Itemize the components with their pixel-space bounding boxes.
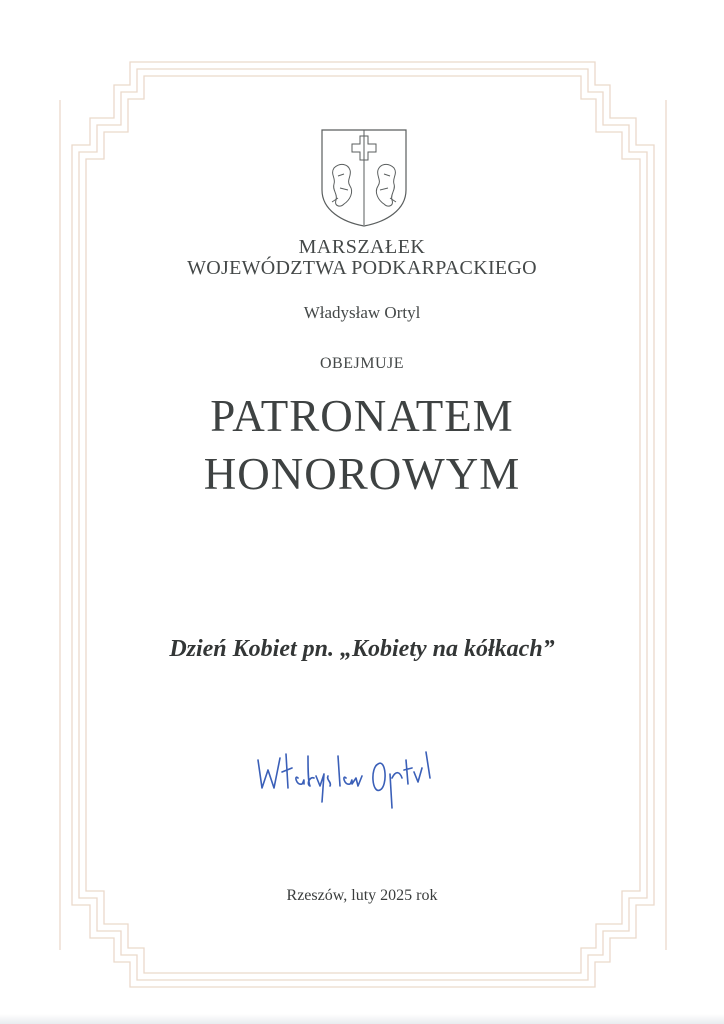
handwritten-signature [250,738,460,818]
person-name: Władysław Ortyl [303,303,421,322]
office-title-line-2: WOJEWÓDZTWA PODKARPACKIEGO [187,257,537,279]
event-name: Dzień Kobiet pn. „Kobiety na kółkach” [169,636,555,662]
scan-edge [0,1014,724,1024]
coat-of-arms-icon [320,128,408,228]
place-and-date: Rzeszów, luty 2025 rok [286,887,438,904]
verb-heading: OBEJMUJE [319,355,404,372]
office-title-line-1: MARSZAŁEK [298,236,426,258]
title-line-2: HONOROWYM [203,449,521,499]
title-line-1: PATRONATEM [210,391,514,441]
